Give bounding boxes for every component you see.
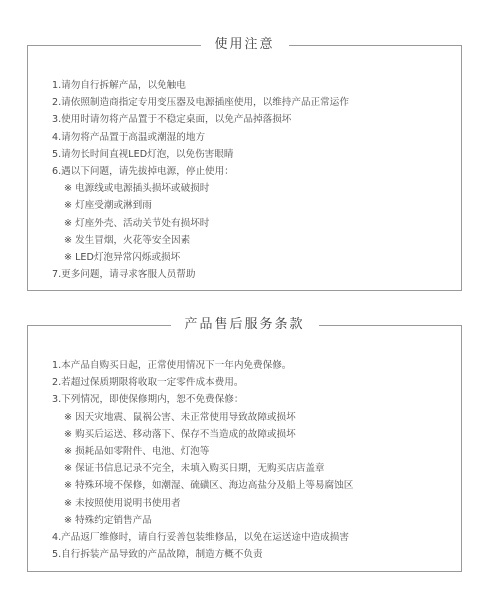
list-sub-item: ※ 购买后运送、移动落下、保存不当造成的故障或损坏 xyxy=(64,428,296,440)
list-item: 6.遇以下问题，请先拔掉电源，停止使用： xyxy=(52,166,234,178)
usage-notes-title: 使用注意 xyxy=(200,36,288,54)
list-item: 1.请勿自行拆解产品，以免触电 xyxy=(52,80,186,91)
list-sub-item: ※ 特殊约定销售产品 xyxy=(64,514,152,526)
list-item: 3.使用时请勿将产品置于不稳定桌面，以免产品掉落损坏 xyxy=(52,114,292,126)
list-sub-item: ※ 灯座受潮或淋到雨 xyxy=(64,200,152,212)
list-item: 3.下列情况，即使保修期内，恕不免费保修： xyxy=(52,394,244,406)
list-item: 2.若超过保质期限将收取一定零件成本费用。 xyxy=(52,377,244,389)
list-sub-item: ※ 灯座外壳、活动关节处有损坏时 xyxy=(64,217,210,229)
list-item: 4.请勿将产品置于高温或潮湿的地方 xyxy=(52,131,206,143)
list-sub-item: ※ 因天灾地震、鼠祸公害、未正常使用导致故障或损坏 xyxy=(64,411,296,423)
list-item: 5.请勿长时间直视LED灯泡，以免伤害眼睛 xyxy=(52,148,234,160)
after-sales-service-title: 产品售后服务条款 xyxy=(170,316,318,334)
list-sub-item: ※ 保证书信息记录不完全，未填入购买日期，无购买店店盖章 xyxy=(64,463,325,475)
list-sub-item: ※ 发生冒烟，火花等安全因素 xyxy=(64,234,191,246)
list-item: 1.本产品自购买日起，正常使用情况下一年内免费保修。 xyxy=(52,360,292,371)
list-item: 4.产品返厂维修时，请自行妥善包装维修品，以免在运送途中造成损害 xyxy=(52,532,349,544)
usage-notes-section xyxy=(27,37,462,291)
list-sub-item: ※ 电源线或电源插头损坏或破损时 xyxy=(64,183,210,195)
list-sub-item: ※ LED灯泡异常闪烁或损坏 xyxy=(64,252,181,264)
after-sales-service-section xyxy=(27,317,462,572)
list-item: 2.请依照制造商指定专用变压器及电源插座使用，以维持产品正常运作 xyxy=(52,97,349,109)
usage-notes-list xyxy=(52,77,451,283)
list-item: 5.自行拆装产品导致的产品故障，制造方概不负责 xyxy=(52,549,263,561)
list-item: 7.更多问题，请寻求客服人员帮助 xyxy=(52,269,196,281)
list-sub-item: ※ 特殊环境不保修，如潮湿、硫磺区、海边高盐分及船上等易腐蚀区 xyxy=(64,480,354,492)
list-sub-item: ※ 损耗品如零附件、电池、灯泡等 xyxy=(64,446,210,458)
list-sub-item: ※ 未按照使用说明书使用者 xyxy=(64,497,181,509)
after-sales-service-list xyxy=(52,357,451,563)
